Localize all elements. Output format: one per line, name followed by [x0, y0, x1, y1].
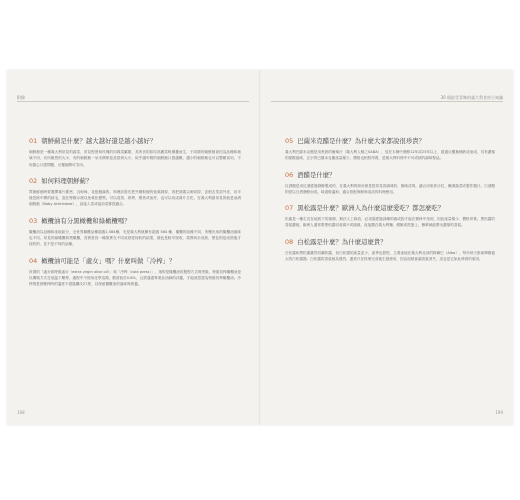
section-number: 04	[29, 256, 38, 265]
section-number: 07	[285, 204, 294, 213]
body-paragraph: 所謂的「處女和特級處女（extra virgin olive oil）」和「冷榨（cold press）」，指的是橄欖油的製程方式與等級。特級初榨橄欖油是以機械方式在低溫下壓榨，過程中不使用化學溶劑，酸度低於0.8%，且需通過專業品油師的評鑑，才能被認證為特級初榨橄欖油。冷榨則是指壓榨時的溫度不超過攝氏27度，以保留橄欖油的風味與營養。	[29, 269, 241, 287]
running-head: 30 個最受青睞的義大利食材小知識	[440, 95, 503, 100]
section-heading	[285, 237, 495, 246]
running-head: 附錄	[17, 95, 25, 100]
body-paragraph: 朝鮮薊是一種義大利常見的蔬菜，常見程度和玫瑰的同義菜屬類，其所状的如同高麗菜般層疊而生，不同類的朝鮮薊會因為品種和地域不同，有所販售的大小，有的朝鮮薊一朵未開即是品嘗到大小，似乎越年輕的朝鮮薊口感越嫩，越小的朝鮮薊也可以整顆食用，不用擔心口感問題，反覆剝開可享用。	[29, 150, 241, 167]
section-title: 巴薩米克醋是什麼？為什麼大家都說很珍貴？	[297, 137, 425, 145]
body-paragraph: 松露是一種生長在地底下的菌類，無法人工栽培，必須靠經過訓練的豬或狗才能在樹林中找到，因此產量稀少、價格昂貴。黑松露的香氣濃郁，歐洲人通常將黑松露切成薄片或刨絲，直接撒在義大利麵、燉飯或煎蛋上，簡單就能帶出濃厚的香氣。	[285, 217, 495, 228]
qa-section	[29, 136, 241, 168]
section-number: 05	[285, 137, 294, 145]
section-number: 06	[285, 170, 294, 179]
section-title: 如何料理朝鮮薊？	[41, 176, 93, 185]
section-heading	[29, 136, 241, 145]
section-title: 白松露是什麼？為什麼這麼貴？	[297, 237, 387, 246]
header-rule	[271, 101, 503, 102]
section-title: 酒醋是什麼？	[297, 170, 336, 179]
right-page	[261, 70, 513, 425]
page-content	[285, 136, 495, 270]
section-number: 08	[285, 237, 294, 246]
qa-section	[29, 216, 241, 248]
left-page	[7, 70, 259, 425]
section-heading	[29, 256, 241, 265]
section-title: 黑松露是什麼？歐洲人為什麼這麼愛吃？都怎麼吃？	[297, 204, 445, 213]
section-heading	[29, 176, 241, 185]
body-paragraph: 橄欖油以品種和產地區分，全世界橄欖品種超過1,584種，光是義大利就擁有超過 584 種，橄欖的品種不同，所壓出來的橄欖油風味也不同。常見的綠橄欖和黑橄欖，其實是同一種果實在不同成熟度採收的結果，綠色是較早採收、果實尚未成熟，黑色則是成熟後才採收的，並不是不同的品種。	[29, 229, 241, 247]
section-heading	[29, 216, 241, 225]
book-spread	[7, 70, 513, 425]
section-number: 03	[29, 216, 38, 225]
qa-section	[285, 136, 495, 162]
section-number: 02	[29, 176, 38, 185]
body-paragraph: 買朝鮮薊時要選擇葉片緊密、沉甸甸、花苞飽滿的。料理前需先把外層較硬的苞葉剝掉，再把頂端尖刺切掉，並削去莖部外皮，切半後挖除中間的絨毛，泡在檸檬水裡以免氧化變黑。可以清蒸、烘烤、燉煮或油炸，也可以切成薄片生吃，在義大利最常見的就是油漬朝鮮薊（Baby Artichokes），直接入菜或當前菜都很適合。	[29, 189, 241, 207]
section-number: 01	[29, 137, 38, 145]
section-heading	[285, 136, 495, 145]
qa-section	[285, 237, 495, 263]
qa-section	[29, 176, 241, 208]
body-paragraph: 紅酒醋是用紅酒經過發酵製成的，在義大利的廚房裡是很常見的調味料，酸味清爽，適合用來拌沙拉、醃漬蔬菜或製作醬汁。白酒醋則是以白酒發酵而成，味道較溫和，適合搭配海鮮與清淡的料理使用。	[285, 183, 495, 194]
section-heading	[285, 203, 495, 212]
page-number: 198	[17, 410, 25, 415]
qa-section	[285, 203, 495, 229]
body-paragraph: 白松露和黑松露雖然同屬松露，但白松露的產量更少，產季也很短，主要產地在義大利北部的阿爾巴（Alba），每年秋天都會舉辦盛大的白松露節。白松露的香氣極為強烈，通常只在料理完成後生刨使用，因為加熱會讓香氣消失，這也是它如此珍貴的原因。	[285, 250, 495, 262]
page-number: 199	[495, 410, 503, 415]
qa-section	[285, 170, 495, 196]
qa-section	[29, 256, 241, 288]
header-rule	[17, 101, 249, 102]
section-title: 橄欖油有分黑橄欖和綠橄欖嗎？	[41, 216, 131, 225]
body-paragraph: 義大利巴薩米克醋是用煮熟的葡萄汁（義大利人稱之SABA），放在木桶中發酵12年或25年以上，經過反覆換桶熟成而成，具有濃郁的甜酸風味，正宗的巴薩米克醋產量稀少，價格也相對昂貴，是義大利料理中不可或缺的調味聖品。	[285, 150, 495, 161]
section-title: 朝鮮薊是什麼？越大越好還是越小越好？	[41, 137, 157, 145]
section-title: 橄欖油可能是「處女」嗎？什麼叫做「冷榨」？	[41, 256, 176, 265]
page-content	[29, 136, 241, 296]
section-heading	[285, 170, 495, 179]
